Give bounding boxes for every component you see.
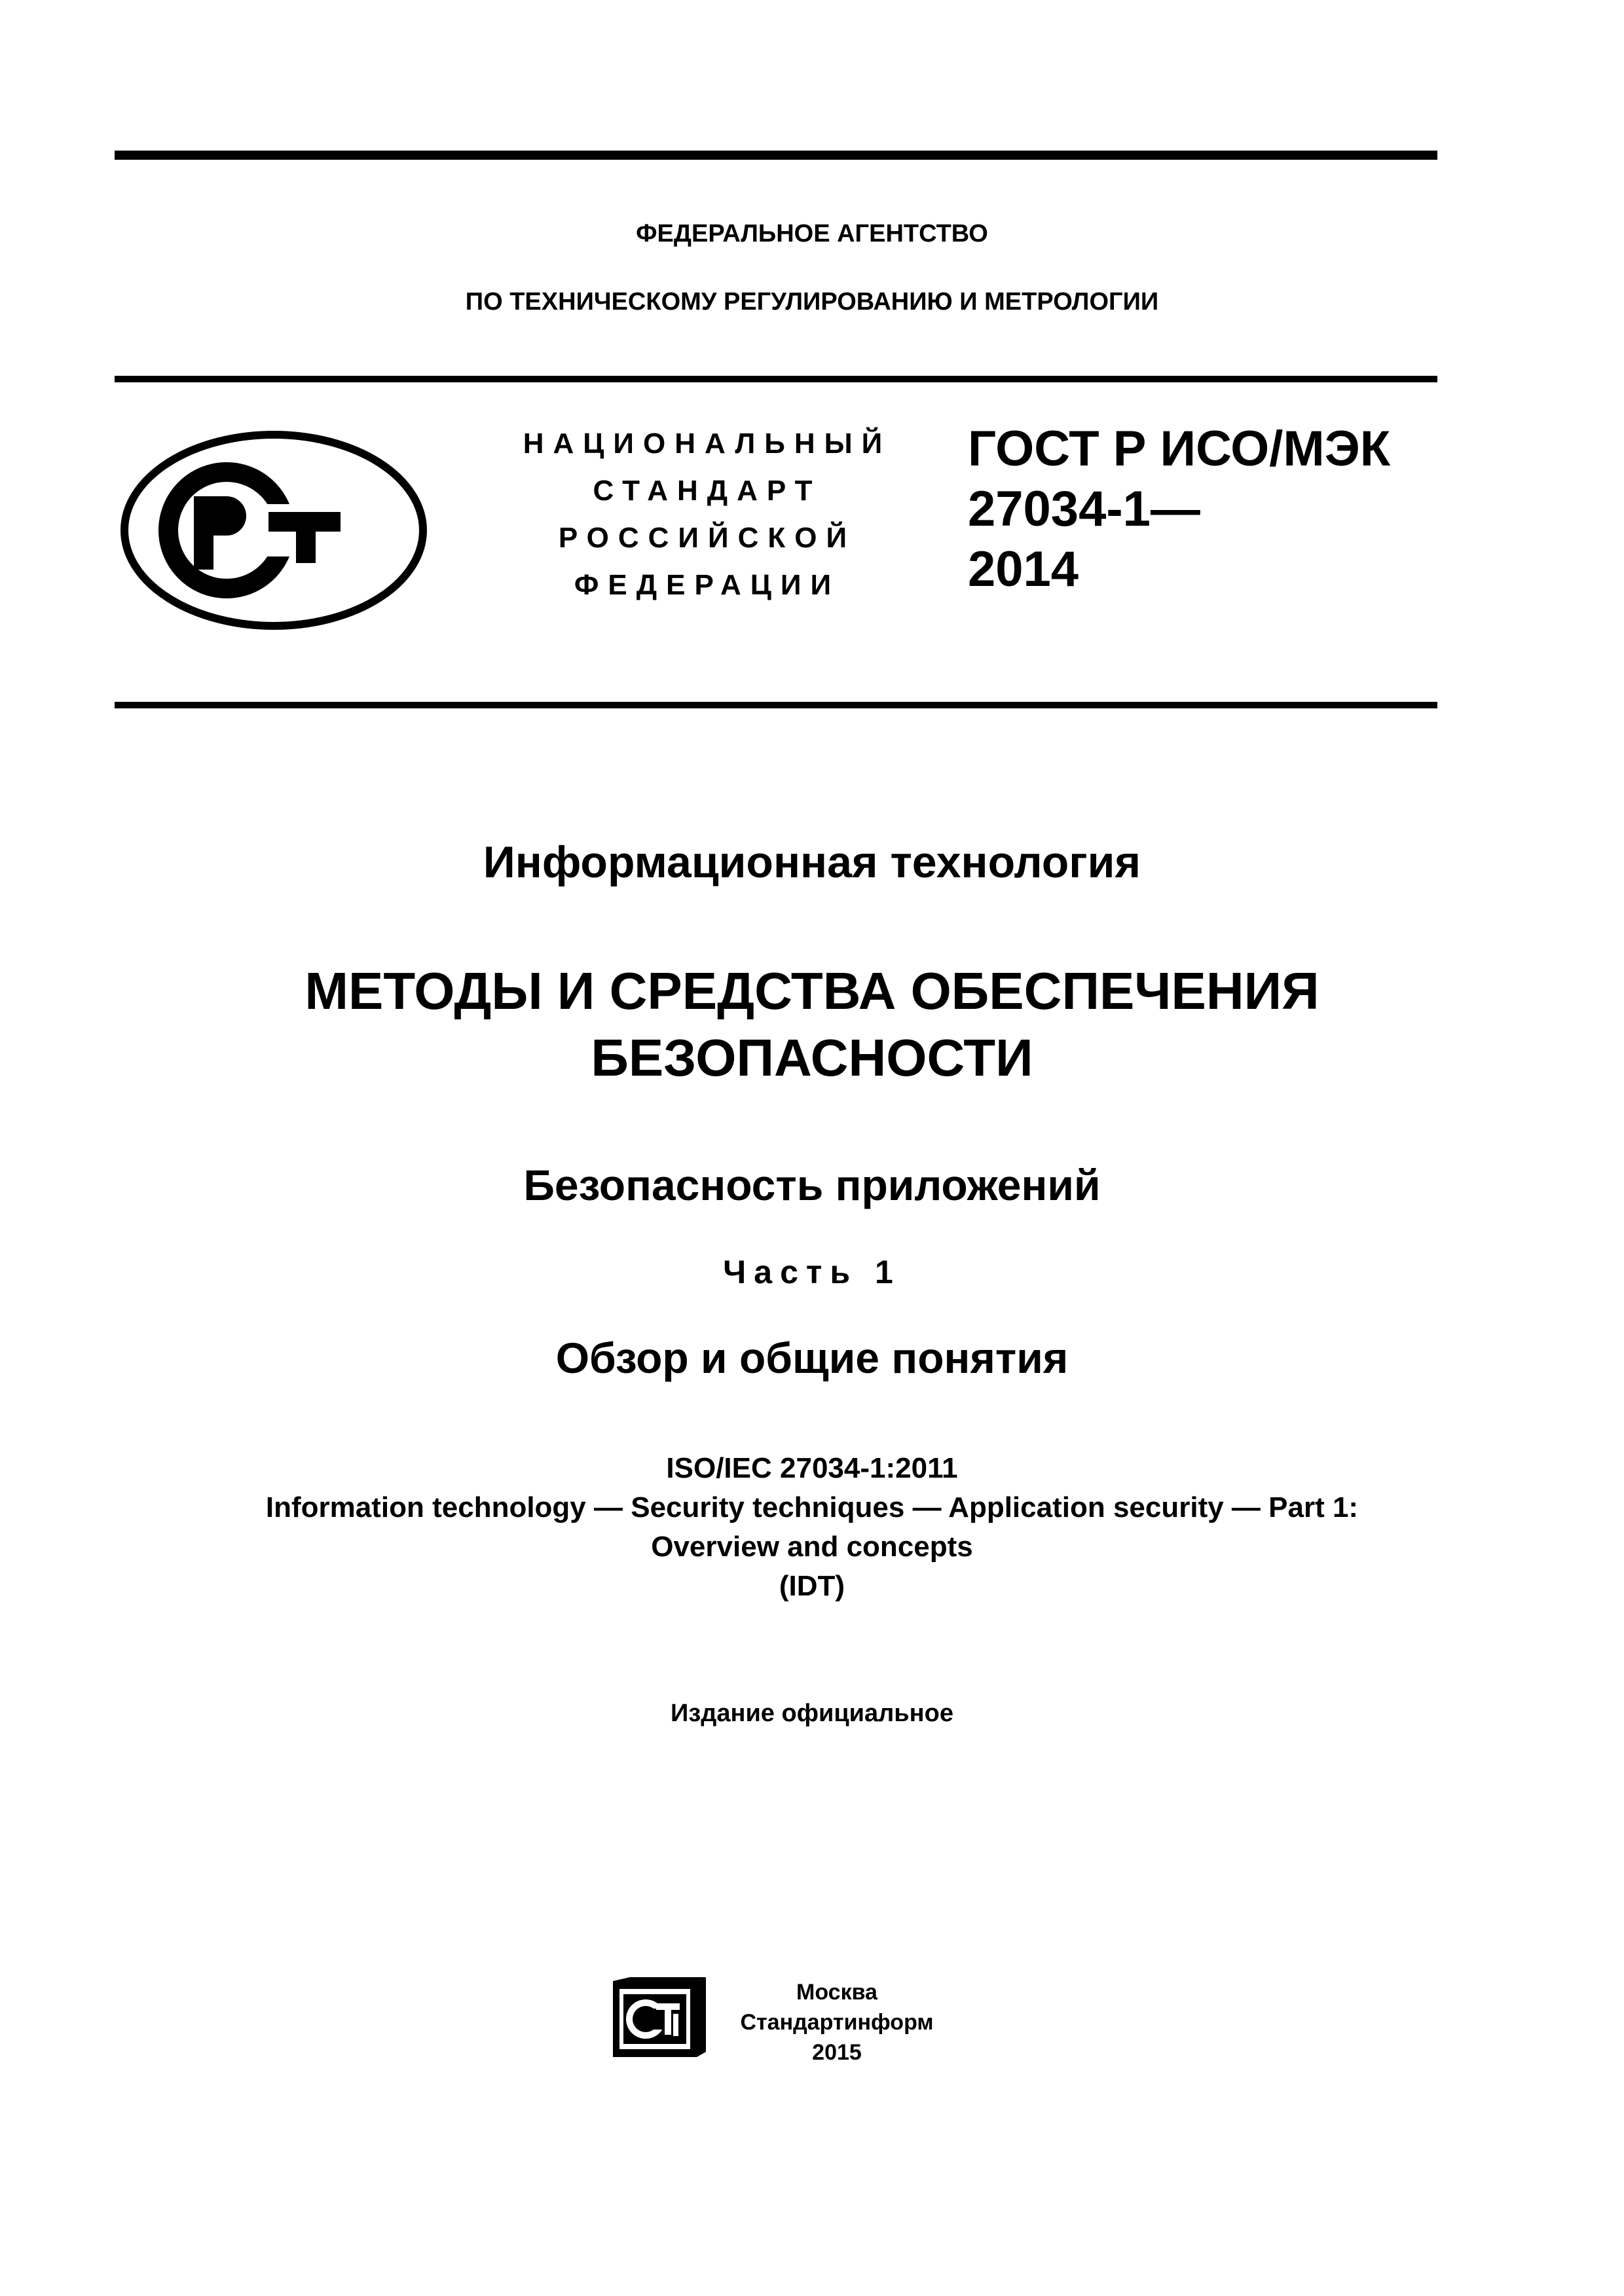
source-standard-code: ISO/IEC 27034-1:2011 [666,1452,958,1484]
national-standard-line: НАЦИОНАЛЬНЫЙ [523,428,892,460]
standard-code-line: ГОСТ Р ИСО/МЭК [968,421,1391,477]
source-standard-title-line-2: Overview and concepts [651,1531,973,1563]
main-title-line-1: МЕТОДЫ И СРЕДСТВА ОБЕСПЕЧЕНИЯ [304,962,1320,1020]
standard-code [968,419,1390,600]
publisher-name: Стандартинформ [740,2010,934,2035]
standard-code-line: 2014 [968,541,1079,597]
publisher-city: Москва [796,1980,877,2005]
national-standard-label [485,420,930,609]
part-title: Обзор и общие понятия [555,1334,1069,1382]
national-standard-line: ФЕДЕРАЦИИ [574,569,841,601]
standartinform-logo-icon [610,1975,709,2060]
agency-line-1: ФЕДЕРАЛЬНОЕ АГЕНТСТВО [636,220,988,247]
subject-title: Безопасность приложений [523,1161,1101,1209]
top-divider [115,151,1437,160]
part-label: Часть 1 [723,1254,901,1290]
field-title: Информационная технология [483,837,1141,887]
equivalence-label: (IDT) [779,1570,845,1602]
header-divider [115,376,1437,382]
source-standard-title-line-1: Information technology — Security techniques — Application security — Part 1: [265,1491,1359,1523]
main-title-line-2: БЕЗОПАСНОСТИ [591,1029,1033,1087]
national-standard-line: СТАНДАРТ [593,475,822,507]
publication-year: 2015 [812,2040,862,2065]
rst-mark-icon [117,426,431,635]
agency-line-2: ПО ТЕХНИЧЕСКОМУ РЕГУЛИРОВАНИЮ И МЕТРОЛОГИИ [465,288,1159,316]
edition-label: Издание официальное [671,1700,953,1727]
national-standard-line: РОССИЙСКОЙ [558,522,857,554]
title-divider [115,702,1437,708]
standard-code-line: 27034-1— [968,481,1200,537]
publisher-block [732,1977,942,2068]
